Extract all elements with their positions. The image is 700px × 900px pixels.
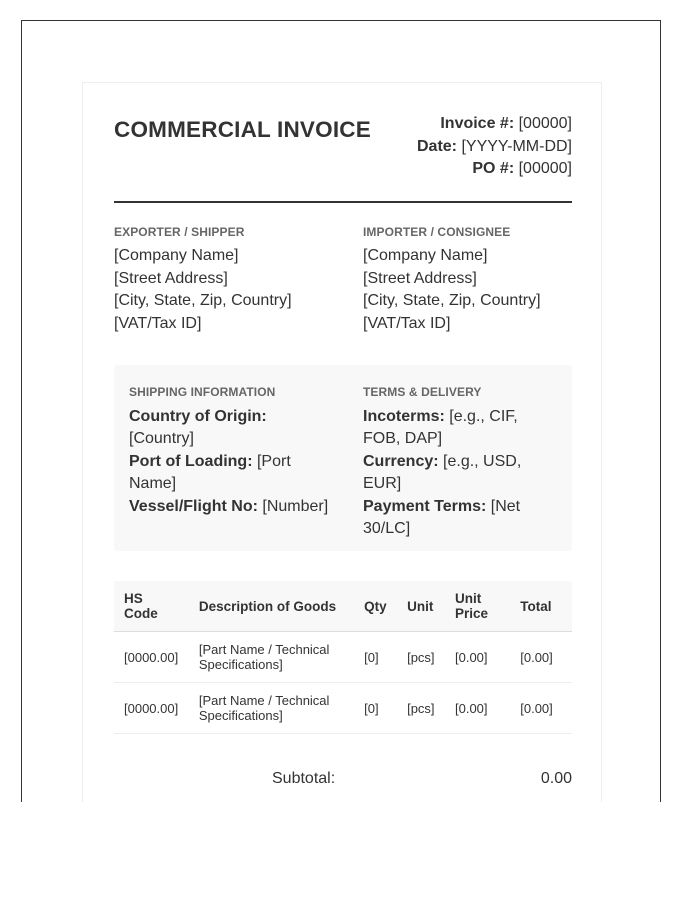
header-description: Description of Goods [189,581,354,632]
table-header-row [114,581,572,632]
incoterms-label: Incoterms: [363,407,445,425]
shipping-info-block [129,381,329,518]
page-frame [21,20,661,802]
cell-qty: [0] [354,632,397,683]
header-total: Total [510,581,572,632]
exporter-label: EXPORTER / SHIPPER [114,225,245,239]
header-unit-price: Unit Price [445,581,510,632]
importer-vat: [VAT/Tax ID] [363,314,451,332]
shipping-info-label: SHIPPING INFORMATION [129,385,276,399]
line-items-table [114,581,572,734]
invoice-meta [417,113,572,181]
terms-delivery-block [363,381,553,541]
cell-total: [0.00] [510,632,572,683]
cell-description: [Part Name / Technical Specifications] [189,683,354,734]
port-line [129,451,329,496]
cell-hs-code: [0000.00] [114,632,189,683]
po-number-label: PO #: [472,160,515,177]
vessel-value: [Number] [262,497,329,515]
importer-street: [Street Address] [363,269,477,287]
importer-city: [City, State, Zip, Country] [363,292,541,309]
payment-terms-label: Payment Terms: [363,497,487,515]
exporter-block [114,225,344,335]
invoice-date-line [417,136,572,159]
importer-company: [Company Name] [363,247,488,264]
exporter-company: [Company Name] [114,247,239,264]
table-row [114,632,572,683]
vessel-label: Vessel/Flight No: [129,497,258,515]
invoice-number-value: [00000] [518,115,572,132]
exporter-city: [City, State, Zip, Country] [114,292,292,309]
cell-unit: [pcs] [397,632,445,683]
terms-label: TERMS & DELIVERY [363,385,482,399]
shipping-terms-box [114,365,572,551]
cell-unit: [pcs] [397,683,445,734]
subtotal-label: Subtotal: [272,770,336,787]
header-hs-code: HS Code [114,581,189,632]
cell-total: [0.00] [510,683,572,734]
incoterms-line [363,406,553,451]
payment-terms-value: [Net 30/LC] [363,497,521,537]
po-number-line [417,158,572,181]
currency-line [363,451,553,496]
port-value: [Port Name] [129,452,291,492]
port-label: Port of Loading: [129,452,253,470]
origin-value: [Country] [129,430,194,447]
cell-unit-price: [0.00] [445,632,510,683]
cell-qty: [0] [354,683,397,734]
importer-block [363,225,593,335]
parties-section [114,203,572,365]
invoice-document [82,82,602,802]
invoice-number-line [417,113,572,136]
origin-label: Country of Origin: [129,407,267,425]
header-unit: Unit [397,581,445,632]
vessel-line [129,496,329,519]
exporter-vat: [VAT/Tax ID] [114,314,202,332]
cell-hs-code: [0000.00] [114,683,189,734]
exporter-street: [Street Address] [114,269,228,287]
subtotal-row [114,734,572,802]
invoice-title: COMMERCIAL INVOICE [114,117,371,142]
currency-label: Currency: [363,452,439,470]
invoice-number-label: Invoice #: [440,115,515,132]
header-qty: Qty [354,581,397,632]
cell-description: [Part Name / Technical Specifications] [189,632,354,683]
importer-label: IMPORTER / CONSIGNEE [363,225,511,239]
cell-unit-price: [0.00] [445,683,510,734]
invoice-date-label: Date: [417,137,458,155]
invoice-content [114,83,572,802]
invoice-header [114,83,572,203]
payment-terms-line [363,496,553,541]
invoice-date-value: [YYYY-MM-DD] [461,137,572,155]
po-number-value: [00000] [518,160,572,177]
table-row [114,683,572,734]
incoterms-value: [e.g., CIF, FOB, DAP] [363,407,518,447]
currency-value: [e.g., USD, EUR] [363,452,522,492]
subtotal-value: 0.00 [540,770,572,787]
origin-line [129,406,329,451]
